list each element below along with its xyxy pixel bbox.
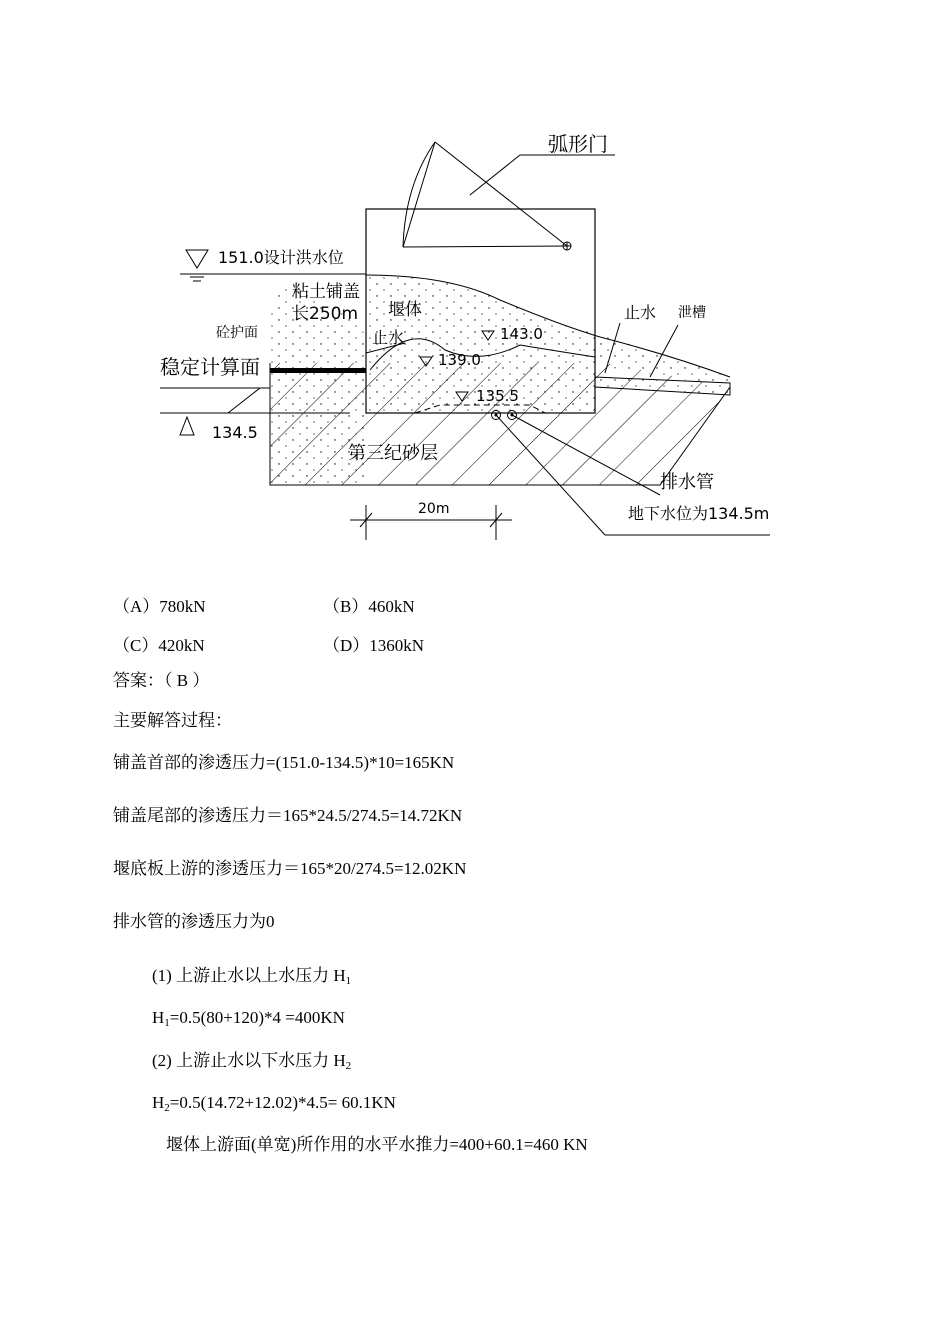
equation-h2: $H_2=0.5(14.72+12.02)*4.5= 60.1KN$ (152, 1093, 396, 1114)
chute-label: 泄槽 (678, 305, 706, 321)
equation-h1: $H_1=0.5(80+120)*4 =400KN$ (152, 1008, 345, 1029)
elevation-134-5: 134.5 (212, 423, 258, 442)
concrete-apron-label: 砼护面 (216, 325, 258, 341)
weir-label: 堰体 (388, 300, 422, 320)
dimension-20m-label: 20m (418, 501, 450, 517)
calc-line-4: 排水管的渗透压力为0 (113, 912, 275, 931)
gate-label: 弧形门 (548, 132, 608, 156)
option-a: （A）780kN (113, 597, 206, 616)
groundwater-label: 地下水位为134.5m (628, 504, 770, 523)
option-b: （B）460kN (323, 597, 415, 616)
drain-pipe-label: 排水管 (660, 472, 714, 493)
step-1-heading: (1) 上游止水以上水压力 $H_1$ (152, 966, 352, 987)
option-d: （D）1360kN (323, 636, 425, 655)
elevation-143: 143.0 (500, 325, 543, 343)
elevation-139: 139.0 (438, 351, 481, 369)
elevation-135-5: 135.5 (476, 387, 519, 405)
sand-layer-label: 第三纪砂层 (348, 443, 438, 464)
flood-level-label: 151.0设计洪水位 (218, 248, 344, 267)
calc-line-3: 堰底板上游的渗透压力＝165*20/274.5=12.02KN (113, 859, 467, 878)
calc-line-2: 铺盖尾部的渗透压力＝165*24.5/274.5=14.72KN (113, 806, 463, 825)
concrete-apron-line (270, 368, 366, 373)
process-title: 主要解答过程： (113, 711, 232, 730)
radial-gate (403, 142, 615, 250)
clay-blanket-label: 粘土铺盖 (292, 282, 360, 302)
clay-blanket-length: 长250m (292, 304, 359, 324)
step-2-heading: (2) 上游止水以下水压力 $H_2$ (152, 1051, 352, 1072)
waterstop-upstream-label: 止水 (372, 328, 405, 347)
answer: 答案：（ B ） (113, 671, 210, 690)
stability-plane-label: 稳定计算面 (160, 355, 260, 379)
conclusion: 堰体上游面(单宽)所作用的水平水推力=400+60.1=460 KN (166, 1135, 588, 1154)
calc-line-1: 铺盖首部的渗透压力=(151.0-134.5)*10=165KN (113, 753, 455, 772)
weir-cross-section-diagram (150, 125, 790, 545)
waterstop-downstream-label: 止水 (624, 303, 657, 322)
option-c: （C）420kN (113, 636, 205, 655)
